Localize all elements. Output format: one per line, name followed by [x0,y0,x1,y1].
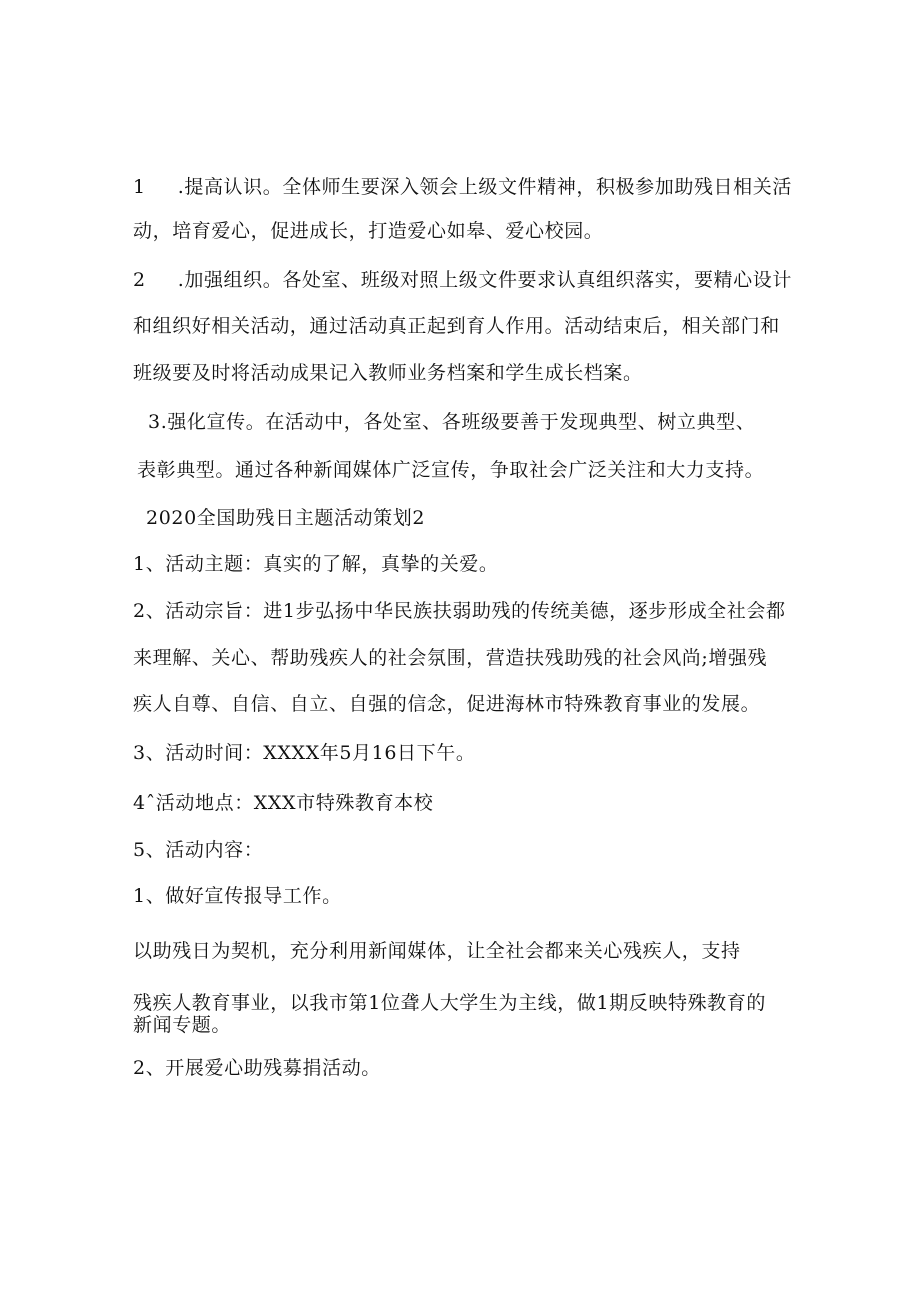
item-2-number: 2 [133,269,146,291]
activity-location: 4ˆ活动地点：XXX市特殊教育本校 [133,792,434,814]
activity-purpose-line-3: 疾人自尊、自信、自立、自强的信念，促进海林市特殊教育事业的发展。 [133,693,761,715]
item-3-line-1: 3.强化宣传。在活动中，各处室、各班级要善于发现典型、树立典型、 [148,411,756,433]
item-3-line-2: 表彰典型。通过各种新闻媒体广泛宣传，争取社会广泛关注和大力支持。 [137,459,765,481]
item-2-line-1 [133,268,792,292]
item-2-text: .加强组织。各处室、班级对照上级文件要求认真组织落实，要精心设计 [177,269,792,291]
activity-purpose-line-1: 2、活动宗旨：进1步弘扬中华民族扶弱助残的传统美德，逐步形成全社会都 [133,600,786,622]
item-1-line-2: 动，培育爱心，促进成长，打造爱心如皋、爱心校园。 [133,220,604,242]
content-item-1-line-1: 以助残日为契机，充分利用新闻媒体，让全社会都来关心残疾人，支持 [133,940,741,962]
content-item-2-title: 2、开展爱心助残募捐活动。 [133,1057,381,1079]
item-2-line-2: 和组织好相关活动，通过活动真正起到育人作用。活动结束后，相关部门和 [133,315,780,337]
activity-theme: 1、活动主题：真实的了解，真挚的关爱。 [133,553,499,575]
item-1-number: 1 [133,176,146,198]
content-item-1-title: 1、做好宣传报导工作。 [133,885,342,907]
activity-purpose-line-2: 来理解、关心、帮助残疾人的社会氛围，营造扶残助残的社会风尚;增强残 [133,647,768,669]
item-1-line-1 [133,175,792,199]
item-2-line-3: 班级要及时将活动成果记入教师业务档案和学生成长档案。 [133,362,643,384]
content-item-1-line-3: 新闻专题。 [133,1014,232,1036]
section-title: 2020全国助残日主题活动策划2 [146,507,426,529]
activity-time: 3、活动时间：XXXX年5月16日下午。 [133,742,476,764]
activity-content-heading: 5、活动内容： [133,839,264,861]
item-1-text: .提高认识。全体师生要深入领会上级文件精神，积极参加助残日相关活 [177,176,792,198]
content-item-1-line-2: 残疾人教育事业，以我市第1位聋人大学生为主线，做1期反映特殊教育的 [133,992,766,1014]
